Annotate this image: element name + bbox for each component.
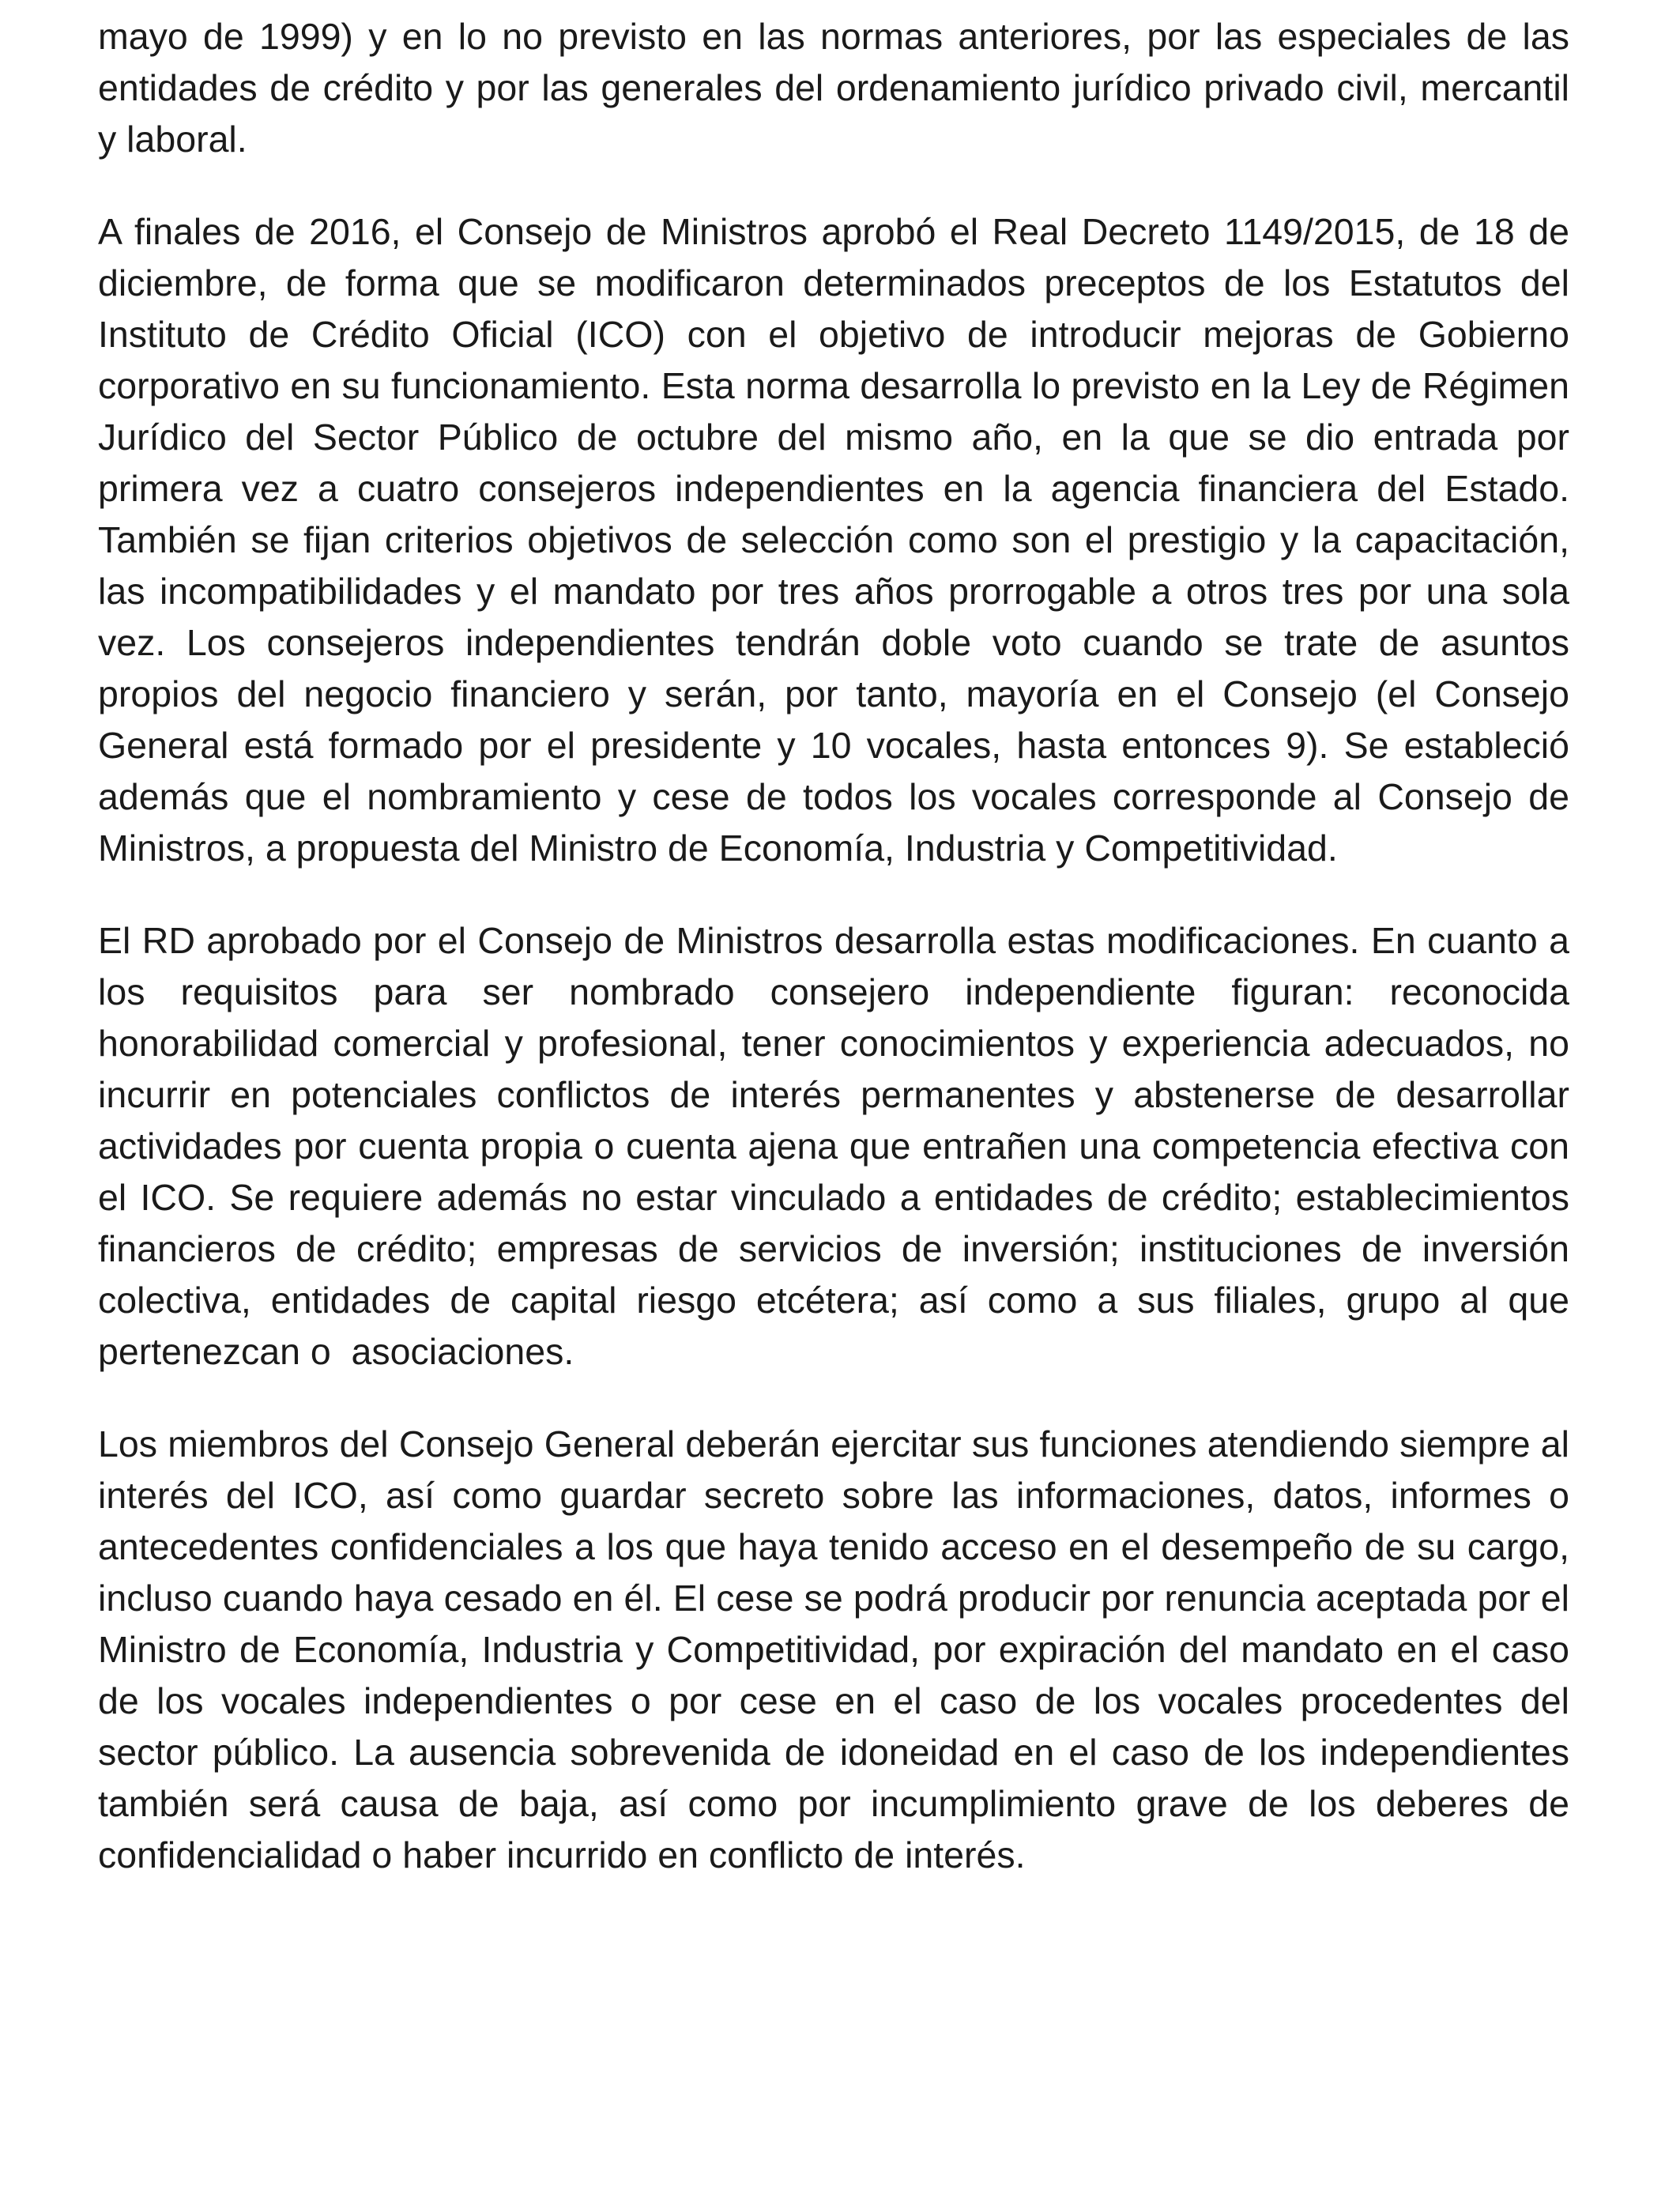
paragraph-2: A finales de 2016, el Consejo de Ministros aprobó el Real Decreto 1149/2015, de 18 de diciembre, de forma que se modificaron determinados preceptos de los Estatutos del Instituto de Crédito Oficial (ICO) con el objetivo de introducir mejoras de Gobierno corporativo en su funcionamiento. Esta norma desarrolla lo previsto en la Ley de Régimen Jurídico del Sector Público de octubre del mismo año, en la que se dio entrada por primera vez a cuatro consejeros independientes en la agencia financiera del Estado. También se fijan criterios objetivos de selección como son el prestigio y la capacitación, las incompatibilidades y el mandato por tres años prorrogable a otros tres por una sola vez. Los consejeros independientes tendrán doble voto cuando se trate de asuntos propios del negocio financiero y serán, por tanto, mayoría en el Consejo (el Consejo General está formado por el presidente y 10 vocales, hasta entonces 9). Se estableció además que el nombramiento y cese de todos los vocales corresponde al Consejo de Ministros, a propuesta del Ministro de Economía, Industria y Competitividad. (98, 211, 1580, 869)
document-page (98, 11, 1580, 1922)
paragraph-4: Los miembros del Consejo General deberán ejercitar sus funciones atendiendo siempre al interés del ICO, así como guardar secreto sobre las informaciones, datos, informes o antecedentes confidenciales a los que haya tenido acceso en el desempeño de su cargo, incluso cuando haya cesado en él. El cese se podrá producir por renuncia aceptada por el Ministro de Economía, Industria y Competitividad, por expiración del mandato en el caso de los vocales independientes o por cese en el caso de los vocales procedentes del sector público. La ausencia sobrevenida de idoneidad en el caso de los independientes también será causa de baja, así como por incumplimiento grave de los deberes de confidencialidad o haber incurrido en conflicto de interés. (98, 1423, 1580, 1875)
paragraph-3: El RD aprobado por el Consejo de Ministros desarrolla estas modificaciones. En cuanto a los requisitos para ser nombrado consejero independiente figuran: reconocida honorabilidad comercial y profesional, tener conocimientos y experiencia adecuados, no incurrir en potenciales conflictos de interés permanentes y abstenerse de desarrollar actividades por cuenta propia o cuenta ajena que entrañen una competencia efectiva con el ICO. Se requiere además no estar vinculado a entidades de crédito; establecimientos financieros de crédito; empresas de servicios de inversión; instituciones de inversión colectiva, entidades de capital riesgo etcétera; así como a sus filiales, grupo al que pertenezcan o asociaciones. (98, 920, 1580, 1372)
paragraph-1: mayo de 1999) y en lo no previsto en las normas anteriores, por las especiales de las entidades de crédito y por las generales del ordenamiento jurídico privado civil, mercantil y laboral. (98, 16, 1580, 160)
